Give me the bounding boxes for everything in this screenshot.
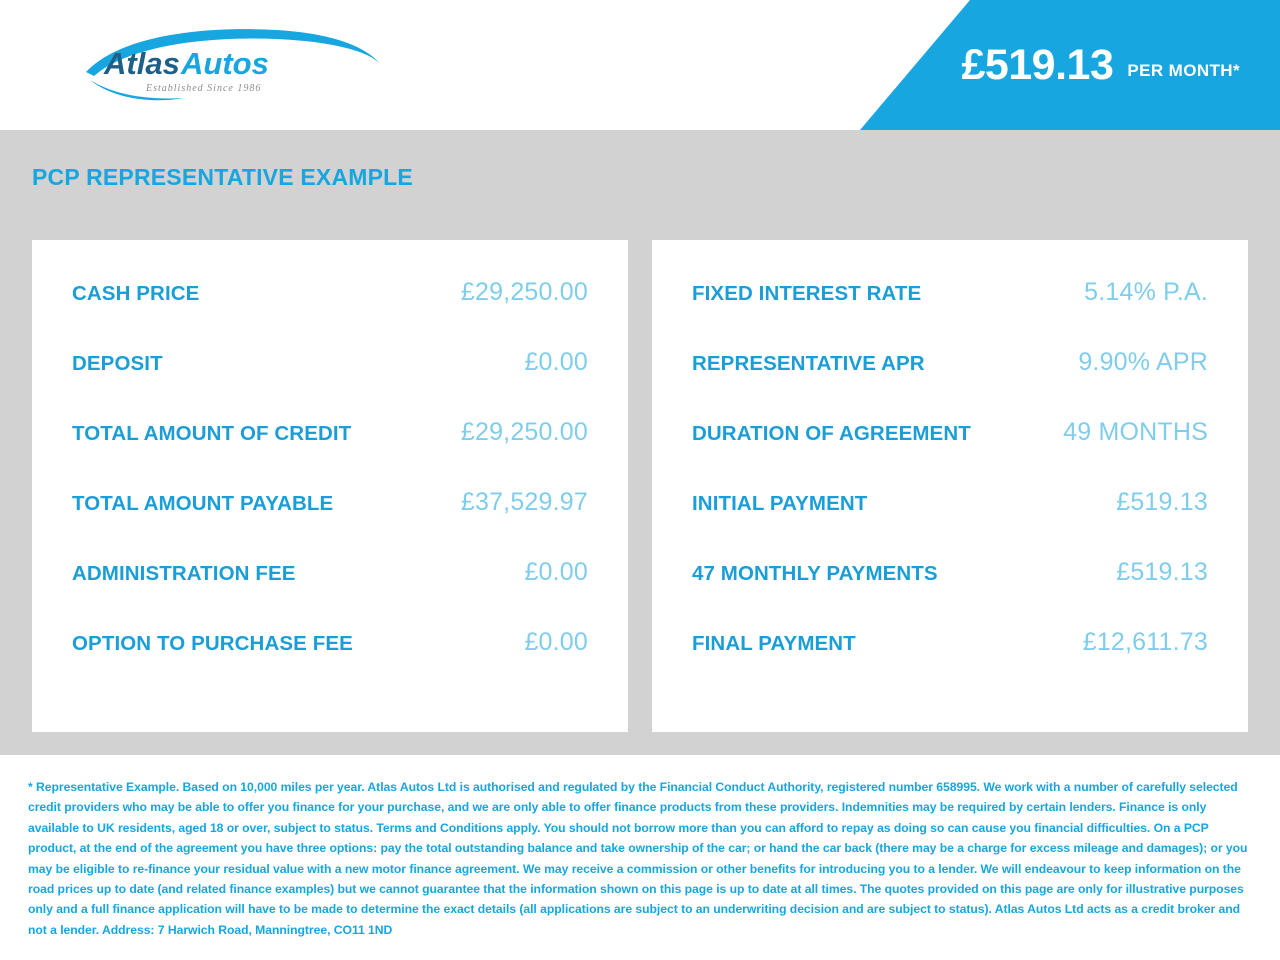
- row-value: £29,250.00: [460, 418, 588, 446]
- logo-tagline: Established Since 1986: [146, 83, 262, 94]
- table-row: [692, 558, 1208, 628]
- row-label: CASH PRICE: [72, 282, 200, 305]
- row-label: TOTAL AMOUNT PAYABLE: [72, 492, 334, 515]
- row-label: DEPOSIT: [72, 352, 163, 375]
- monthly-price-period: PER MONTH*: [1127, 61, 1240, 80]
- finance-card-right: [652, 240, 1248, 732]
- row-value: £519.13: [1116, 488, 1208, 516]
- table-row: [692, 418, 1208, 488]
- row-value: 9.90% APR: [1078, 348, 1208, 376]
- row-value: 49 MONTHS: [1063, 418, 1208, 446]
- row-label: TOTAL AMOUNT OF CREDIT: [72, 422, 352, 445]
- row-value: £29,250.00: [460, 278, 588, 306]
- table-row: [72, 278, 588, 348]
- atlas-autos-logo[interactable]: [80, 24, 400, 106]
- monthly-price-amount: £519.13: [961, 40, 1114, 89]
- table-row: [692, 348, 1208, 418]
- row-label: DURATION OF AGREEMENT: [692, 422, 971, 445]
- page-header: [0, 0, 1280, 130]
- row-value: £0.00: [524, 628, 588, 656]
- main-content: [0, 130, 1280, 755]
- row-label: FINAL PAYMENT: [692, 632, 856, 655]
- row-label: REPRESENTATIVE APR: [692, 352, 925, 375]
- row-value: £0.00: [524, 348, 588, 376]
- table-row: [72, 488, 588, 558]
- table-row: [72, 418, 588, 488]
- table-row: [692, 278, 1208, 348]
- logo-icon: [80, 24, 400, 106]
- logo-text-primary: Atlas: [104, 46, 180, 81]
- row-label: ADMINISTRATION FEE: [72, 562, 296, 585]
- row-label: FIXED INTEREST RATE: [692, 282, 922, 305]
- row-value: 5.14% P.A.: [1084, 278, 1208, 306]
- page-title: PCP REPRESENTATIVE EXAMPLE: [32, 164, 413, 190]
- row-value: £12,611.73: [1082, 628, 1208, 656]
- finance-cards: [32, 240, 1248, 732]
- table-row: [692, 628, 1208, 698]
- page-footer: [0, 755, 1280, 960]
- row-value: £0.00: [524, 558, 588, 586]
- finance-card-left: [32, 240, 628, 732]
- monthly-price-content: [961, 0, 1240, 130]
- table-row: [72, 348, 588, 418]
- disclaimer-text: * Representative Example. Based on 10,000 miles per year. Atlas Autos Ltd is authorised and regulated by the Financial Conduct Authority, registered number 658995. We work with a number of carefully selected credit providers who may be able to offer you finance for your purchase, and we are only able to offer finance products from these providers. Indemnities may be required by certain lenders. Finance is only available to UK residents, aged 18 or over, subject to status. Terms and Conditions apply. You should not borrow more than you can afford to repay as doing so can cause you financial difficulties. On a PCP product, at the end of the agreement you have three options: pay the total outstanding balance and take ownership of the car; or hand the car back (there may be a charge for excess mileage and damages); or you may be eligible to re-finance your residual value with a new motor finance agreement. We may receive a commission or other benefits for introducing you to a lender. We will endeavour to keep information on the road prices up to date (and related finance examples) but we cannot guarantee that the information shown on this page is up to date at all times. The quotes provided on this page are only for illustrative purposes only and a full finance application will have to be made to determine the exact details (all applications are subject to an underwriting decision and are subject to status). Atlas Autos Ltd acts as a credit broker and not a lender. Address: 7 Harwich Road, Manningtree, CO11 1ND: [28, 780, 1248, 937]
- row-value: £37,529.97: [460, 488, 588, 516]
- row-label: INITIAL PAYMENT: [692, 492, 868, 515]
- table-row: [72, 628, 588, 698]
- logo-text-secondary: Autos: [181, 46, 269, 81]
- row-label: 47 MONTHLY PAYMENTS: [692, 562, 938, 585]
- table-row: [692, 488, 1208, 558]
- table-row: [72, 558, 588, 628]
- row-value: £519.13: [1116, 558, 1208, 586]
- row-label: OPTION TO PURCHASE FEE: [72, 632, 353, 655]
